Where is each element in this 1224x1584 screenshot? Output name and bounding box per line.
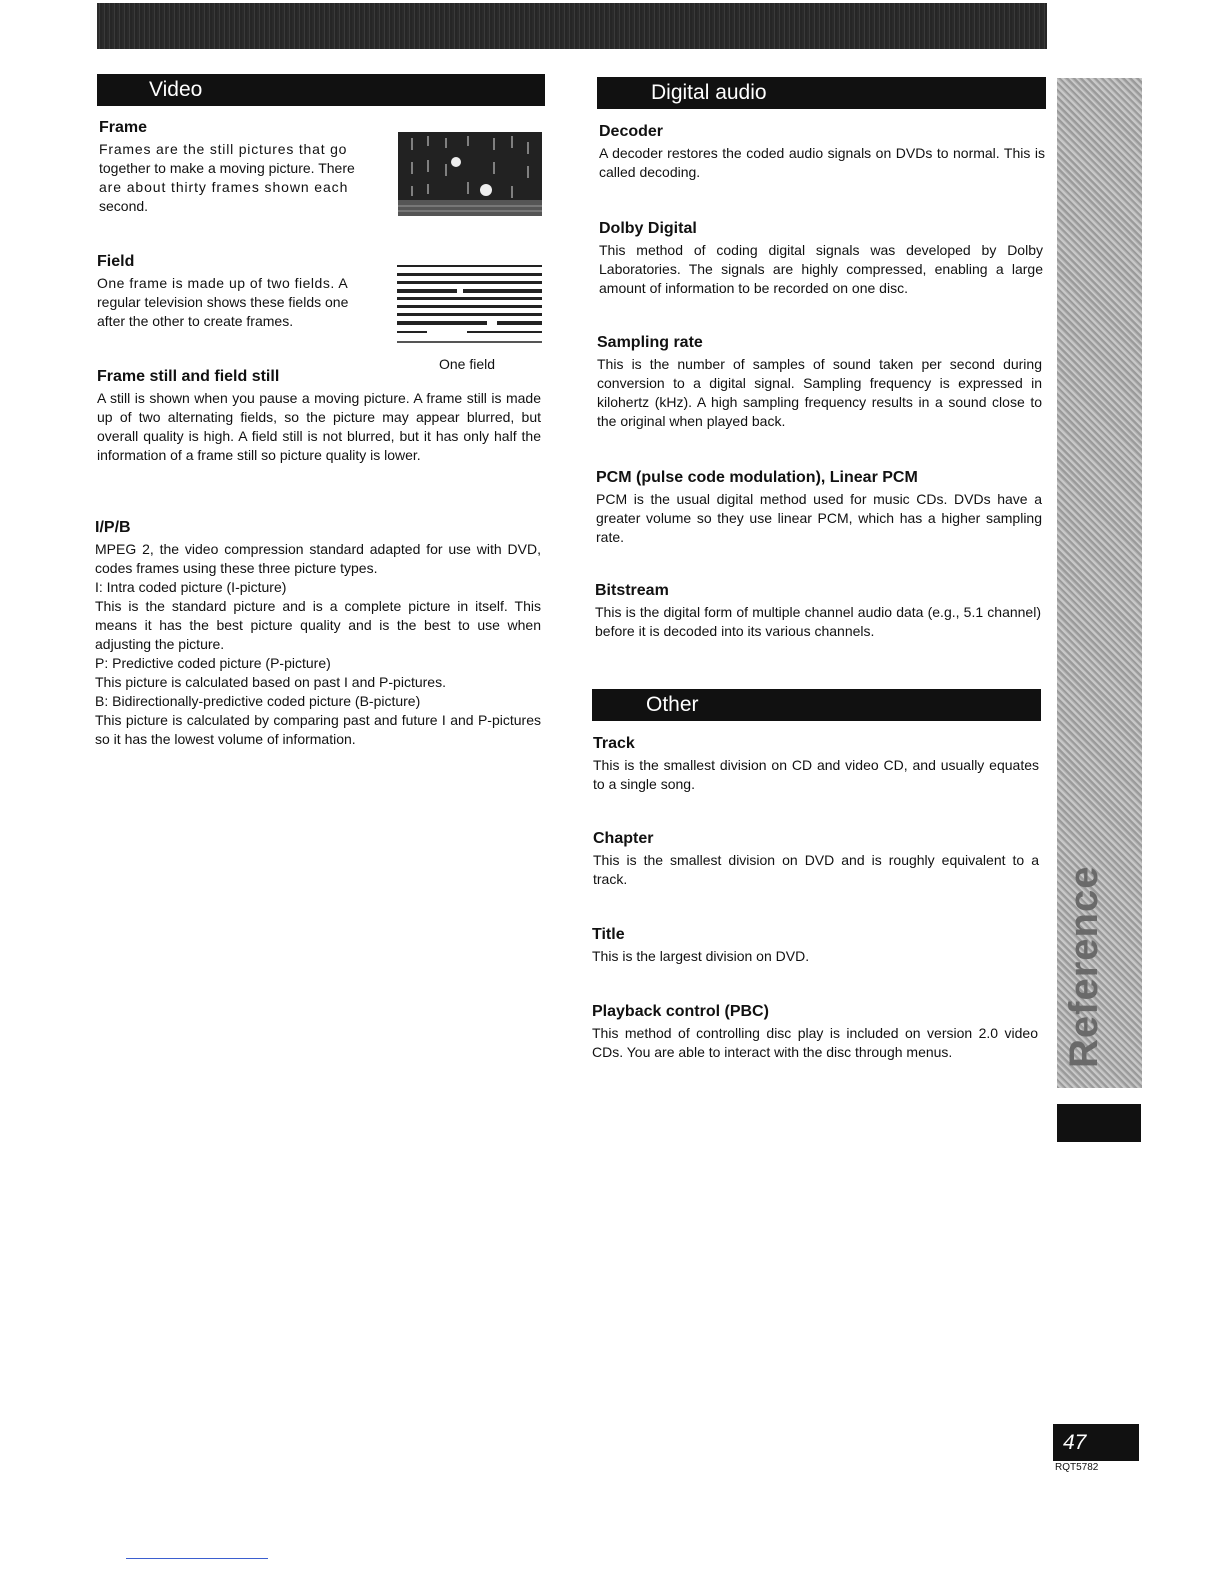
frame-illustration [398, 132, 542, 216]
side-tab-marker [1057, 1104, 1141, 1142]
frame-line-2: together to make a moving picture. There [99, 160, 355, 176]
entry-chapter [593, 830, 1039, 889]
section-header-video [97, 74, 545, 106]
field-line-1: One frame is made up of two fields. A [97, 275, 349, 291]
frame-line-4: second. [99, 198, 149, 214]
heading-pbc: Playback control (PBC) [592, 1003, 769, 1020]
section-title-video: Video [149, 78, 203, 101]
heading-title: Title [592, 926, 625, 943]
field-line-3: after the other to create frames. [97, 313, 294, 329]
heading-track: Track [593, 735, 635, 752]
heading-field: Field [97, 253, 135, 270]
heading-ipb: I/P/B [95, 519, 131, 536]
ipb-line-6: B: Bidirectionally-predictive coded picture (B-picture) [95, 693, 421, 709]
entry-frame [99, 119, 384, 216]
section-title-other: Other [646, 693, 699, 716]
heading-frame-still: Frame still and field still [97, 368, 280, 385]
header-bar [97, 3, 1047, 49]
field-caption: One field [439, 356, 496, 372]
reference-tab-label: Reference [1062, 865, 1106, 1068]
ipb-line-7: This picture is calculated by comparing past and future I and P-pictures so it has the lowest volume of information. [95, 712, 541, 747]
decoder-text: A decoder restores the coded audio signals on DVDs to normal. This is called decoding. [599, 145, 1045, 180]
field-line-2: regular television shows these fields one [97, 294, 349, 310]
title-text: This is the largest division on DVD. [592, 948, 810, 964]
entry-dolby [599, 220, 1043, 298]
entry-frame-still [97, 368, 541, 465]
field-illustration [397, 263, 542, 343]
entry-title [592, 926, 1038, 966]
ipb-line-3: This is the standard picture and is a complete picture in itself. This means it has the best picture quality and is the best to use when adjusting the picture. [95, 598, 541, 652]
heading-frame: Frame [99, 119, 148, 136]
ipb-line-1: MPEG 2, the video compression standard adapted for use with DVD, codes frames using these three picture types. [95, 541, 541, 576]
entry-pcm [596, 469, 1042, 547]
section-header-other [592, 689, 1041, 721]
section-title-digital-audio: Digital audio [651, 81, 767, 104]
entry-track [593, 735, 1039, 794]
bitstream-text: This is the digital form of multiple channel audio data (e.g., 5.1 channel) before it is decoded into its various channels. [595, 604, 1041, 639]
pbc-text: This method of controlling disc play is included on version 2.0 video CDs. You are able to interact with the disc through menus. [592, 1025, 1038, 1060]
document-code: RQT5782 [1055, 1462, 1099, 1473]
page-number: 47 [1053, 1424, 1139, 1461]
ipb-line-4: P: Predictive coded picture (P-picture) [95, 655, 331, 671]
heading-bitstream: Bitstream [595, 582, 669, 599]
frame-still-text: A still is shown when you pause a moving picture. A frame still is made up of two alternating fields, so the picture may appear blurred, but overall quality is high. A field still is not blurred, but it has only half the information of a frame still so picture quality is lower. [97, 390, 541, 463]
footer-rule [126, 1558, 268, 1559]
heading-decoder: Decoder [599, 123, 664, 140]
sampling-text: This is the number of samples of sound taken per second during conversion to a digital signal. Sampling frequency is expressed in kilohertz (kHz). A high sampling frequency results in a sound close to the original when played back. [597, 356, 1042, 429]
entry-ipb [95, 519, 541, 749]
pcm-text: PCM is the usual digital method used for music CDs. DVDs have a greater volume so they use linear PCM, which has a higher sampling rate. [596, 491, 1042, 545]
entry-pbc [592, 1003, 1038, 1062]
dolby-text: This method of coding digital signals was developed by Dolby Laboratories. The signals are highly compressed, enabling a large amount of information to be recorded on one disc. [599, 242, 1043, 296]
heading-chapter: Chapter [593, 830, 654, 847]
entry-bitstream [595, 582, 1041, 641]
ipb-line-2: I: Intra coded picture (I-picture) [95, 579, 287, 595]
heading-sampling: Sampling rate [597, 334, 703, 351]
frame-line-1: Frames are the still pictures that go [99, 141, 348, 157]
entry-field [97, 253, 382, 331]
frame-line-3: are about thirty frames shown each [99, 179, 349, 195]
track-text: This is the smallest division on CD and video CD, and usually equates to a single song. [593, 757, 1039, 792]
heading-pcm: PCM (pulse code modulation), Linear PCM [596, 469, 918, 486]
section-header-digital-audio [597, 77, 1046, 109]
chapter-text: This is the smallest division on DVD and is roughly equivalent to a track. [593, 852, 1039, 887]
entry-decoder [599, 123, 1045, 182]
ipb-line-5: This picture is calculated based on past I and P-pictures. [95, 674, 446, 690]
heading-dolby: Dolby Digital [599, 220, 697, 237]
entry-sampling [597, 334, 1042, 431]
